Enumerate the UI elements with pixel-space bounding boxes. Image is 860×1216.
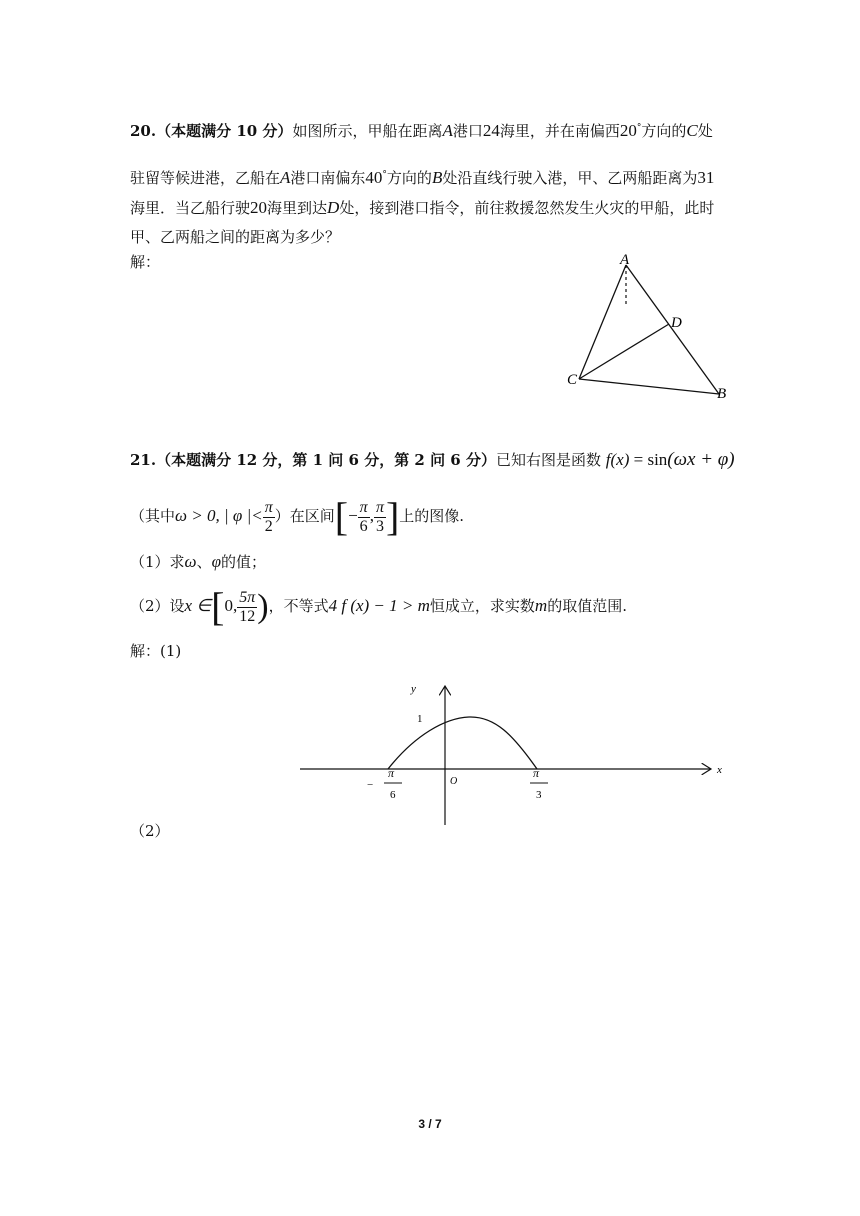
q20-line4: 甲、乙两船之间的距离为多少？ — [130, 228, 341, 246]
q21-points: （本题满分 12 分，第 1 问 6 分，第 2 问 6 分） — [156, 451, 496, 469]
q21-sine-graph — [295, 680, 735, 830]
edge-cd — [579, 324, 669, 379]
q21-part1: （1）求ω、φ的值； — [130, 552, 266, 571]
label-a: A — [620, 252, 630, 268]
q20-answer-label: 解： — [130, 253, 161, 271]
tick-neg-sign: − — [367, 779, 374, 791]
edge-ac — [579, 265, 626, 379]
tick-pos-three: 3 — [536, 789, 542, 801]
label-c: C — [567, 372, 578, 388]
tick-neg-pi: π — [388, 766, 395, 780]
tick-pos-pi: π — [533, 766, 540, 780]
label-b: B — [717, 386, 727, 402]
q21-number: 21. — [130, 451, 157, 469]
q20-points: （本题满分 10 分） — [156, 122, 293, 140]
q20-line1: 20.（本题满分 10 分）如图所示，甲船在距离A港口24海里，并在南偏西20°方向的C处 — [130, 121, 713, 140]
q21-line1: 21.（本题满分 12 分，第 1 问 6 分，第 2 问 6 分）已知右图是函数 f(x) = sin(ωx + φ) — [130, 449, 735, 470]
q21-answer1-label: 解：(1) — [130, 642, 182, 660]
q21-answer2-label: （2） — [130, 822, 170, 840]
y-axis-label: y — [411, 683, 416, 695]
q20-triangle-figure — [560, 248, 740, 408]
q20-number: 20. — [130, 122, 157, 140]
tick-neg-six: 6 — [390, 789, 396, 801]
tick-one: 1 — [417, 713, 423, 725]
label-d: D — [671, 315, 682, 331]
sine-curve — [388, 717, 537, 769]
page-footer: 3 / 7 — [418, 1117, 442, 1131]
q21-part2: （2）设x ∈[0, $\frac{5\pi}{12}$ )，不等式4 f (x) − 1 > m恒成立，求实数m的取值范围. — [130, 584, 627, 629]
q20-line3: 海里．当乙船行驶20海里到达D处，接到港口指令，前往救援忽然发生火灾的甲船，此时 — [130, 198, 715, 217]
origin-label: O — [450, 776, 458, 787]
q20-line2: 驻留等候进港，乙船在A港口南偏东40°方向的B处沿直线行驶入港，甲、乙两船距离为31 — [130, 168, 715, 187]
edge-cb — [579, 379, 719, 394]
x-axis-label: x — [717, 764, 722, 776]
q21-line2: （其中ω > 0, | φ |< $\frac{\pi}{2}$ ）在区间[− $\frac{\pi}{6}$ , $\frac{\pi}{3}$ ]上的图像. — [130, 494, 465, 539]
